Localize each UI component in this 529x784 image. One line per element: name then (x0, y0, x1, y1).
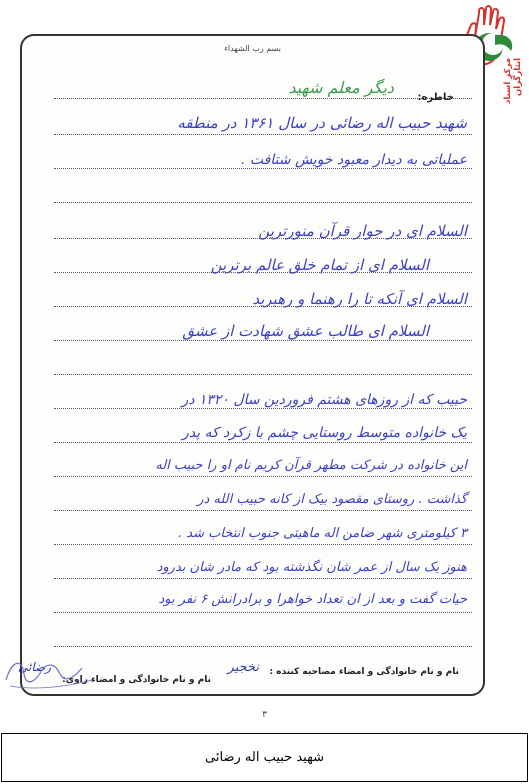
interviewer-label: نام و نام خانوادگی و امضاء مصاحبه کننده : (269, 667, 459, 677)
memoir-heading-label: خاطره: (417, 92, 454, 103)
memoir-line: السلام ای در جوار قرآن منورترین (258, 222, 467, 240)
memoir-line: این خانواده در شرکت مطهر قرآن کریم نام او را حبیب اله (155, 458, 467, 473)
ruled-line (54, 98, 472, 99)
memoir-line: ۳ کیلومتری شهر ضامن اله ماهیتی جنوب انتخاب شد . (178, 526, 467, 541)
memoir-line: گذاشت . روستای مقصود بیک از کانه حبیب الله در (197, 492, 467, 507)
ruled-line (54, 374, 472, 375)
memoir-line: حیات گفت و بعد از ان تعداد خواهرا و برادرانش ۶ نفر بود (158, 592, 467, 607)
page-number: ۳ (262, 710, 267, 720)
memoir-line: السلام ای از تمام خلق عالم برترین (210, 256, 429, 274)
ruled-line (54, 340, 472, 341)
caption-box (1, 733, 528, 782)
memoir-line: یک خانواده متوسط روستایی چشم با زکرد که پدر (181, 425, 467, 441)
narrator-label: نام و نام خانوادگی و امضاء راوی: (62, 675, 211, 685)
memoir-line: السلام ای طالب عشق شهادت از عشق (182, 322, 429, 340)
memoir-line: هنوز یک سال از عمر شان نگذشته بود که مادر شان بدرود (156, 560, 467, 575)
memoir-heading-handwritten: دیگر معلم شهید (288, 78, 394, 97)
interviewer-signature: نخجیر (227, 660, 259, 675)
signature-scribble-icon (2, 650, 97, 692)
ruled-line (54, 544, 472, 545)
ruled-line (54, 134, 472, 135)
ruled-line (54, 168, 472, 169)
caption-text: شهید حبیب اله رضائی (205, 750, 324, 765)
form-header: بسم رب الشهداء (224, 44, 281, 53)
ruled-line (54, 578, 472, 579)
ruled-line (54, 408, 472, 409)
ruled-line (54, 510, 472, 511)
memoir-line: عملیاتی به دیدار معبود خویش شتافت . (240, 152, 467, 168)
ruled-line (54, 202, 472, 203)
memoir-line: حبیب که از روزهای هشتم فروردین سال ۱۳۲۰ در (181, 392, 467, 408)
memoir-line: شهید حبیب اله رضائی در سال ۱۳۶۱ در منطقه (177, 114, 467, 132)
narrator-signature: رضائی (18, 660, 51, 674)
ruled-line (54, 442, 472, 443)
ruled-line (54, 612, 472, 613)
ruled-line (54, 476, 472, 477)
logo-text: مرکز اسناد ایثارگران (503, 58, 523, 105)
memoir-line: السلام ای آنکه تا را رهنما و رهبرید (252, 290, 467, 308)
ruled-line (54, 646, 472, 647)
